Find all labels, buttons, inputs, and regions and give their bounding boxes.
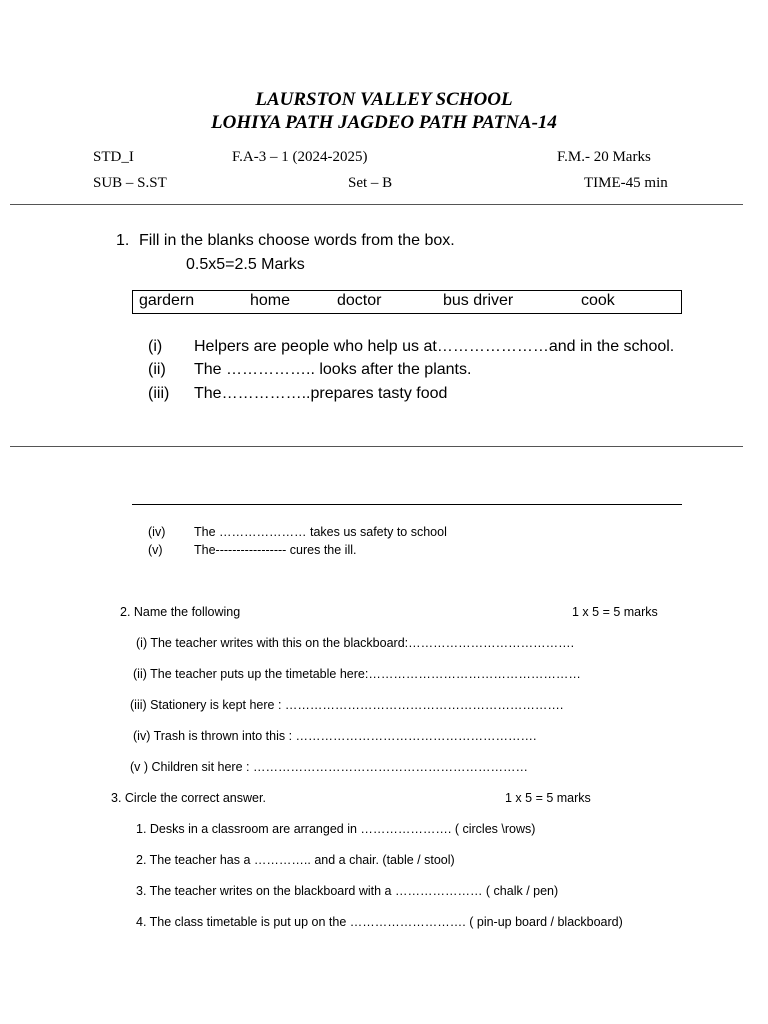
q1-item-number: (v)	[148, 543, 163, 557]
q1-marks: 0.5x5=2.5 Marks	[186, 256, 305, 273]
q1-item-text: The----------------- cures the ill.	[194, 543, 357, 557]
word-box-item: home	[250, 292, 291, 309]
q1-item-text: Helpers are people who help us at…………………and in the school.	[194, 338, 675, 355]
q1-item-number: (iii)	[148, 385, 170, 402]
word-box	[132, 290, 682, 314]
school-name: LAURSTON VALLEY SCHOOL	[255, 89, 513, 110]
full-marks: F.M.- 20 Marks	[557, 149, 651, 165]
q2-item: (iv) Trash is thrown into this : ………………………………………………….	[133, 729, 537, 743]
box-bottom-line	[132, 504, 682, 505]
q1-item-text: The ………………… takes us safety to school	[194, 525, 447, 539]
school-address: LOHIYA PATH JAGDEO PATH PATNA-14	[211, 112, 557, 133]
std-label: STD_I	[93, 149, 134, 165]
page-break-divider	[10, 446, 743, 447]
q1-number: 1.	[116, 232, 130, 249]
subject-label: SUB – S.ST	[93, 175, 167, 191]
word-box-item: gardern	[139, 292, 195, 309]
word-box-item: bus driver	[443, 292, 514, 309]
q1-item-text: The …………….. looks after the plants.	[194, 361, 472, 378]
q3-item: 4. The class timetable is put up on the ………………………. ( pin-up board / blackboard)	[136, 915, 623, 929]
q2-item: (ii) The teacher puts up the timetable here:……………………………………………	[133, 667, 581, 681]
q1-title: Fill in the blanks choose words from the box.	[139, 232, 455, 249]
word-box-item: cook	[581, 292, 615, 309]
word-box-item: doctor	[337, 292, 382, 309]
q3-item: 1. Desks in a classroom are arranged in …………………. ( circles \rows)	[136, 822, 536, 836]
q2-item: (iii) Stationery is kept here : ………………………………………………………….	[130, 698, 564, 712]
q1-item-number: (i)	[148, 338, 163, 355]
q2-item: (v ) Children sit here : …………………………………………………………	[130, 760, 528, 774]
q3-marks: 1 x 5 = 5 marks	[505, 791, 591, 805]
q3-title: 3. Circle the correct answer.	[111, 791, 266, 805]
q2-marks: 1 x 5 = 5 marks	[572, 605, 658, 619]
exam-label: F.A-3 – 1 (2024-2025)	[232, 149, 368, 165]
header-divider	[10, 204, 743, 205]
q3-item: 3. The teacher writes on the blackboard with a ………………… ( chalk / pen)	[136, 884, 559, 898]
q2-title: 2. Name the following	[120, 605, 241, 619]
q2-item: (i) The teacher writes with this on the blackboard:………………………………….	[136, 636, 575, 650]
set-label: Set – B	[348, 175, 393, 191]
q1-item-number: (ii)	[148, 361, 166, 378]
q1-item-number: (iv)	[148, 525, 166, 539]
q3-item: 2. The teacher has a ………….. and a chair. (table / stool)	[136, 853, 455, 867]
time-label: TIME-45 min	[584, 175, 668, 191]
q1-item-text: The……………..prepares tasty food	[194, 385, 448, 402]
